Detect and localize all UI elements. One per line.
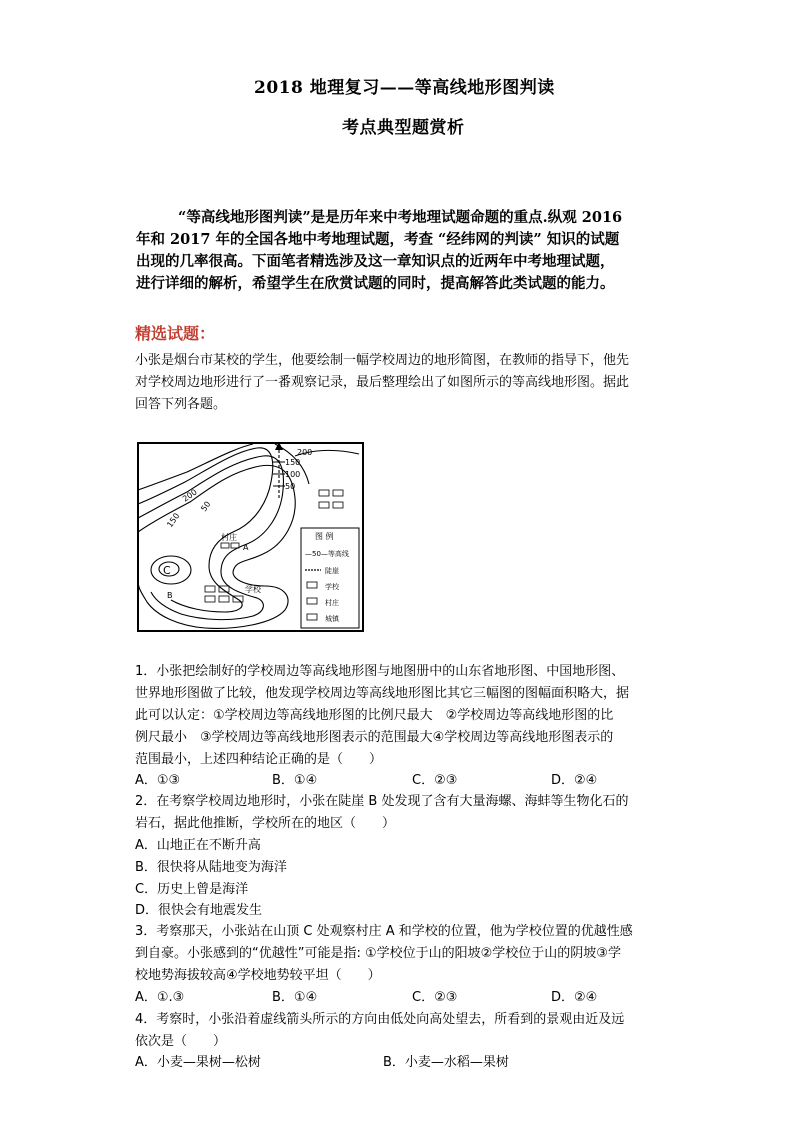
question-3-line: 校地势海拔较高④学校地势较平坦（ ） (135, 968, 381, 983)
section-heading: 精选试题： (135, 324, 216, 343)
legend-title: 图 例 (315, 532, 334, 541)
question-1-option-a[interactable]: A．①③ (135, 773, 181, 788)
intro-line: 年和 2017 年的全国各地中考地理试题，考查 “经纬网的判读” 知识的试题 (136, 231, 620, 248)
question-1-option-d[interactable]: D．②④ (551, 773, 598, 788)
intro-line: 进行详细的解析，希望学生在欣赏试题的同时，提高解答此类试题的能力。 (136, 275, 615, 292)
question-2-option-a[interactable]: A．山地正在不断升高 (135, 838, 261, 853)
school-label: 学校 (245, 585, 261, 594)
passage-line: 对学校周边地形进行了一番观察记录，最后整理绘出了如图所示的等高线地形图。据此 (135, 375, 630, 391)
question-1-line: 1．小张把绘制好的学校周边等高线地形图与地图册中的山东省地形图、中国地形图、 (135, 664, 625, 679)
contour-label: 50 (285, 482, 296, 491)
question-3-option-b[interactable]: B．①④ (272, 990, 318, 1005)
question-2-option-b[interactable]: B．很快将从陆地变为海洋 (135, 860, 287, 875)
question-3-line: 3．考察那天，小张站在山顶 C 处观察村庄 A 和学校的位置，他为学校位置的优越性感 (135, 924, 633, 939)
intro-line: 出现的几率很高。下面笔者精选涉及这一章知识点的近两年中考地理试题， (136, 253, 615, 270)
point-b-label: B (167, 591, 173, 600)
document-subtitle: 考点典型题赏析 (342, 118, 465, 138)
question-4-line: 依次是（ ） (135, 1034, 227, 1049)
question-1-option-b[interactable]: B．①④ (272, 773, 318, 788)
question-1-option-c[interactable]: C．②③ (412, 773, 458, 788)
question-2-line: 2．在考察学校周边地形时，小张在陡崖 B 处发现了含有大量海螺、海蚌等生物化石的 (135, 794, 629, 809)
contour-label: 150 (285, 458, 301, 467)
legend-item: 城镇 (325, 615, 339, 623)
contour-label: 200 (297, 448, 313, 457)
question-3-option-c[interactable]: C．②③ (412, 990, 458, 1005)
question-1-line: 此可以认定：①学校周边等高线地形图的比例尺最大 ②学校周边等高线地形图的比 (135, 708, 614, 723)
contour-label: 200 (180, 487, 199, 504)
question-1-line: 例尺最小 ③学校周边等高线地形图表示的范围最大④学校周边等高线地形图表示的 (135, 730, 614, 745)
contour-label: 50 (199, 499, 213, 514)
point-a-label: A (243, 543, 249, 552)
question-4-option-a[interactable]: A．小麦—果树—松树 (135, 1055, 261, 1070)
legend-item: —50—等高线 (305, 550, 349, 558)
question-2-option-c[interactable]: C．历史上曾是海洋 (135, 882, 249, 897)
question-3-option-a[interactable]: A．①.③ (135, 990, 185, 1005)
point-c-label: C (163, 564, 171, 577)
legend-item: 村庄 (325, 599, 339, 607)
passage-line: 回答下列各题。 (135, 397, 227, 413)
question-2-option-d[interactable]: D．很快会有地震发生 (135, 903, 263, 918)
question-1-line: 范围最小，上述四种结论正确的是（ ） (135, 752, 383, 767)
passage-line: 小张是烟台市某校的学生，他要绘制一幅学校周边的地形简图，在教师的指导下，他先 (135, 353, 630, 368)
question-2-line: 岩石，据此他推断，学校所在的地区（ ） (135, 816, 396, 831)
contour-label: 150 (165, 511, 182, 530)
question-3-line: 到自豪。小张感到的“优越性”可能是指: ①学校位于山的阳坡②学校位于山的阴坡③学 (135, 946, 621, 961)
legend-item: 陡崖 (325, 567, 339, 575)
question-4-line: 4．考察时，小张沿着虚线箭头所示的方向由低处向高处望去，所看到的景观由近及远 (135, 1012, 625, 1027)
document-title: 2018 地理复习——等高线地形图判读 (254, 78, 555, 98)
question-1-line: 世界地形图做了比较，他发现学校周边等高线地形图比其它三幅图的图幅面积略大，据 (135, 686, 630, 701)
legend-item: 学校 (325, 583, 339, 591)
village-label: 村庄 (221, 533, 237, 542)
question-3-option-d[interactable]: D．②④ (551, 990, 598, 1005)
intro-line: “等高线地形图判读”是是历年来中考地理试题命题的重点.纵观 2016 (178, 209, 623, 226)
contour-label: 100 (285, 470, 301, 479)
question-4-option-b[interactable]: B．小麦—水稻—果树 (383, 1055, 509, 1070)
